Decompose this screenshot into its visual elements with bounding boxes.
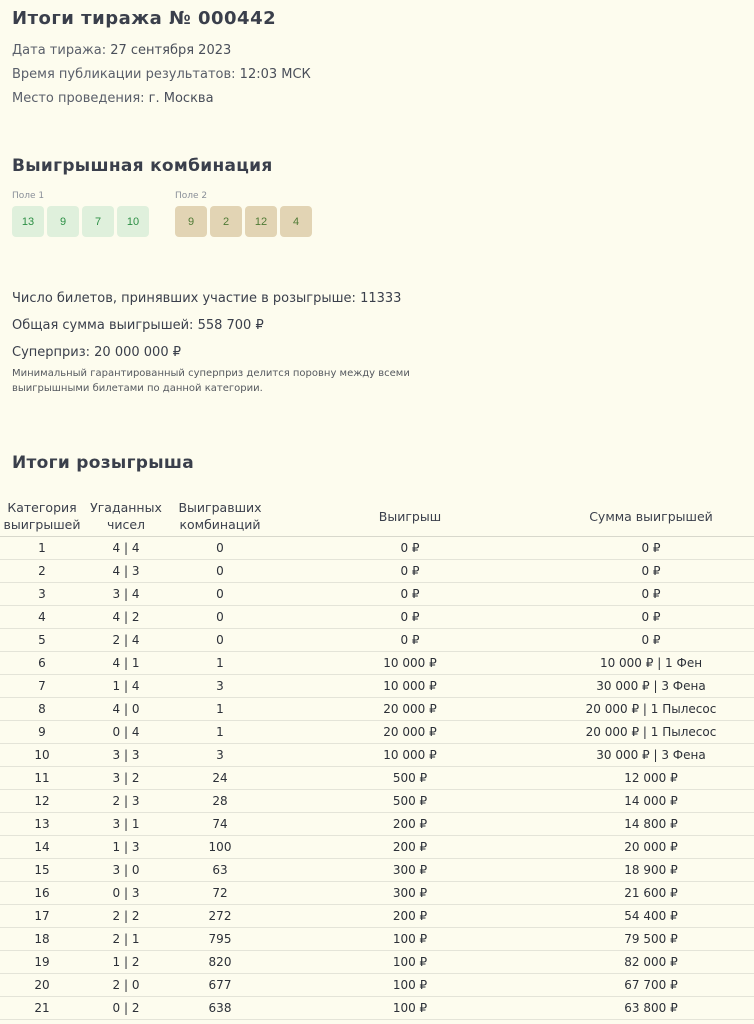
category-cell: 1 (0, 537, 84, 560)
prize-total-cell: 18 900 ₽ (548, 859, 754, 882)
table-row (0, 583, 754, 606)
prize-cell: 0 ₽ (272, 560, 548, 583)
superprize-label: Суперприз: (12, 345, 91, 360)
tickets-count (12, 291, 401, 306)
matched-cell: 0 | 2 (84, 997, 168, 1020)
prize-cell: 0 ₽ (272, 629, 548, 652)
field1-balls (12, 206, 149, 237)
prize-cell: 0 ₽ (272, 537, 548, 560)
prize-cell: 10 000 ₽ (272, 744, 548, 767)
category-cell: 17 (0, 905, 84, 928)
winners-cell: 0 (168, 537, 272, 560)
prize-cell: 100 ₽ (272, 997, 548, 1020)
winners-cell: 638 (168, 997, 272, 1020)
prize-total-cell: 0 ₽ (548, 583, 754, 606)
prize-total-cell: 0 ₽ (548, 560, 754, 583)
winners-cell: 24 (168, 767, 272, 790)
winning-number: 7 (82, 206, 114, 237)
matched-cell: 3 | 4 (84, 583, 168, 606)
matched-cell: 3 | 3 (84, 744, 168, 767)
matched-cell: 4 | 3 (84, 560, 168, 583)
column-header-prize-total: Сумма выигрышей (548, 496, 754, 537)
matched-cell: 2 | 4 (84, 629, 168, 652)
publish-time-label: Время публикации результатов: (12, 67, 236, 82)
column-header-prize: Выигрыш (272, 496, 548, 537)
prize-cell: 100 ₽ (272, 974, 548, 997)
draw-place-value: г. Москва (148, 91, 214, 106)
publish-time-value: 12:03 МСК (239, 67, 311, 82)
table-row (0, 882, 754, 905)
draw-date-value: 27 сентября 2023 (110, 43, 232, 58)
prize-total-cell: 0 ₽ (548, 629, 754, 652)
table-row (0, 721, 754, 744)
matched-cell: 3 | 0 (84, 859, 168, 882)
draw-place (12, 91, 214, 106)
results-table (0, 496, 754, 1020)
category-cell: 9 (0, 721, 84, 744)
winning-number: 12 (245, 206, 277, 237)
winning-number: 9 (47, 206, 79, 237)
winners-cell: 100 (168, 836, 272, 859)
category-cell: 4 (0, 606, 84, 629)
matched-cell: 4 | 0 (84, 698, 168, 721)
matched-cell: 2 | 3 (84, 790, 168, 813)
category-cell: 2 (0, 560, 84, 583)
draw-date-label: Дата тиража: (12, 43, 107, 58)
matched-cell: 2 | 0 (84, 974, 168, 997)
category-cell: 20 (0, 974, 84, 997)
total-winnings-label: Общая сумма выигрышей: (12, 318, 194, 333)
prize-cell: 100 ₽ (272, 928, 548, 951)
prize-total-cell: 0 ₽ (548, 537, 754, 560)
winners-cell: 0 (168, 560, 272, 583)
winners-cell: 74 (168, 813, 272, 836)
matched-cell: 4 | 2 (84, 606, 168, 629)
tickets-count-label: Число билетов, принявших участие в розыгрыше: (12, 291, 356, 306)
winners-cell: 0 (168, 629, 272, 652)
prize-cell: 200 ₽ (272, 905, 548, 928)
prize-total-cell: 54 400 ₽ (548, 905, 754, 928)
total-winnings-value: 558 700 ₽ (197, 318, 264, 333)
table-row (0, 997, 754, 1020)
prize-cell: 500 ₽ (272, 790, 548, 813)
category-cell: 12 (0, 790, 84, 813)
category-cell: 8 (0, 698, 84, 721)
prize-total-cell: 20 000 ₽ | 1 Пылесос (548, 698, 754, 721)
prize-total-cell: 0 ₽ (548, 606, 754, 629)
winning-number: 4 (280, 206, 312, 237)
superprize (12, 345, 181, 360)
matched-cell: 1 | 3 (84, 836, 168, 859)
table-row (0, 813, 754, 836)
prize-total-cell: 30 000 ₽ | 3 Фена (548, 744, 754, 767)
category-cell: 7 (0, 675, 84, 698)
prize-total-cell: 10 000 ₽ | 1 Фен (548, 652, 754, 675)
prize-total-cell: 79 500 ₽ (548, 928, 754, 951)
winners-cell: 795 (168, 928, 272, 951)
category-cell: 3 (0, 583, 84, 606)
prize-total-cell: 63 800 ₽ (548, 997, 754, 1020)
table-row (0, 790, 754, 813)
prize-total-cell: 82 000 ₽ (548, 951, 754, 974)
table-row (0, 905, 754, 928)
draw-date (12, 43, 231, 58)
winners-cell: 0 (168, 583, 272, 606)
combination-heading: Выигрышная комбинация (12, 156, 273, 176)
table-row (0, 606, 754, 629)
prize-cell: 20 000 ₽ (272, 721, 548, 744)
table-row (0, 974, 754, 997)
winners-cell: 0 (168, 606, 272, 629)
results-header-row (0, 496, 754, 537)
table-row (0, 767, 754, 790)
winners-cell: 272 (168, 905, 272, 928)
publish-time (12, 67, 311, 82)
prize-total-cell: 14 000 ₽ (548, 790, 754, 813)
category-cell: 14 (0, 836, 84, 859)
draw-place-label: Место проведения: (12, 91, 145, 106)
table-row (0, 698, 754, 721)
category-cell: 19 (0, 951, 84, 974)
winning-number: 2 (210, 206, 242, 237)
category-cell: 11 (0, 767, 84, 790)
winners-cell: 820 (168, 951, 272, 974)
winners-cell: 3 (168, 744, 272, 767)
prize-cell: 100 ₽ (272, 951, 548, 974)
matched-cell: 0 | 4 (84, 721, 168, 744)
prize-total-cell: 20 000 ₽ | 1 Пылесос (548, 721, 754, 744)
field2-label: Поле 2 (175, 191, 208, 201)
table-row (0, 675, 754, 698)
prize-total-cell: 67 700 ₽ (548, 974, 754, 997)
matched-cell: 1 | 2 (84, 951, 168, 974)
category-cell: 10 (0, 744, 84, 767)
matched-cell: 4 | 1 (84, 652, 168, 675)
prize-total-cell: 21 600 ₽ (548, 882, 754, 905)
prize-cell: 20 000 ₽ (272, 698, 548, 721)
winners-cell: 1 (168, 721, 272, 744)
matched-cell: 2 | 1 (84, 928, 168, 951)
field2-balls (175, 206, 312, 237)
tickets-count-value: 11333 (360, 291, 402, 306)
table-row (0, 836, 754, 859)
table-row (0, 537, 754, 560)
category-cell: 13 (0, 813, 84, 836)
matched-cell: 1 | 4 (84, 675, 168, 698)
winners-cell: 63 (168, 859, 272, 882)
winners-cell: 3 (168, 675, 272, 698)
prize-total-cell: 12 000 ₽ (548, 767, 754, 790)
superprize-value: 20 000 000 ₽ (94, 345, 181, 360)
table-row (0, 744, 754, 767)
category-cell: 6 (0, 652, 84, 675)
matched-cell: 2 | 2 (84, 905, 168, 928)
page-title: Итоги тиража № 000442 (12, 8, 277, 29)
prize-total-cell: 14 800 ₽ (548, 813, 754, 836)
column-header-category: Категория выигрышей (0, 496, 84, 537)
total-winnings (12, 318, 264, 333)
category-cell: 15 (0, 859, 84, 882)
prize-cell: 10 000 ₽ (272, 652, 548, 675)
winners-cell: 1 (168, 652, 272, 675)
matched-cell: 3 | 2 (84, 767, 168, 790)
category-cell: 21 (0, 997, 84, 1020)
table-row (0, 951, 754, 974)
table-row (0, 629, 754, 652)
prize-cell: 10 000 ₽ (272, 675, 548, 698)
prize-total-cell: 20 000 ₽ (548, 836, 754, 859)
results-heading: Итоги розыгрыша (12, 453, 195, 473)
prize-cell: 500 ₽ (272, 767, 548, 790)
winners-cell: 72 (168, 882, 272, 905)
winners-cell: 677 (168, 974, 272, 997)
category-cell: 18 (0, 928, 84, 951)
matched-cell: 3 | 1 (84, 813, 168, 836)
prize-cell: 300 ₽ (272, 882, 548, 905)
column-header-matched: Угаданных чисел (84, 496, 168, 537)
superprize-note: Минимальный гарантированный суперприз делится поровну между всеми выигрышными билетами по данной категории. (12, 368, 410, 394)
field1-label: Поле 1 (12, 191, 45, 201)
results-body (0, 537, 754, 1020)
winners-cell: 1 (168, 698, 272, 721)
winners-cell: 28 (168, 790, 272, 813)
category-cell: 5 (0, 629, 84, 652)
winning-number: 10 (117, 206, 149, 237)
prize-cell: 0 ₽ (272, 583, 548, 606)
table-row (0, 560, 754, 583)
prize-total-cell: 30 000 ₽ | 3 Фена (548, 675, 754, 698)
table-row (0, 652, 754, 675)
table-row (0, 928, 754, 951)
category-cell: 16 (0, 882, 84, 905)
matched-cell: 4 | 4 (84, 537, 168, 560)
matched-cell: 0 | 3 (84, 882, 168, 905)
column-header-winning-combinations: Выигравших комбинаций (168, 496, 272, 537)
winning-number: 9 (175, 206, 207, 237)
prize-cell: 300 ₽ (272, 859, 548, 882)
table-row (0, 859, 754, 882)
prize-cell: 200 ₽ (272, 836, 548, 859)
prize-cell: 200 ₽ (272, 813, 548, 836)
winning-number: 13 (12, 206, 44, 237)
prize-cell: 0 ₽ (272, 606, 548, 629)
